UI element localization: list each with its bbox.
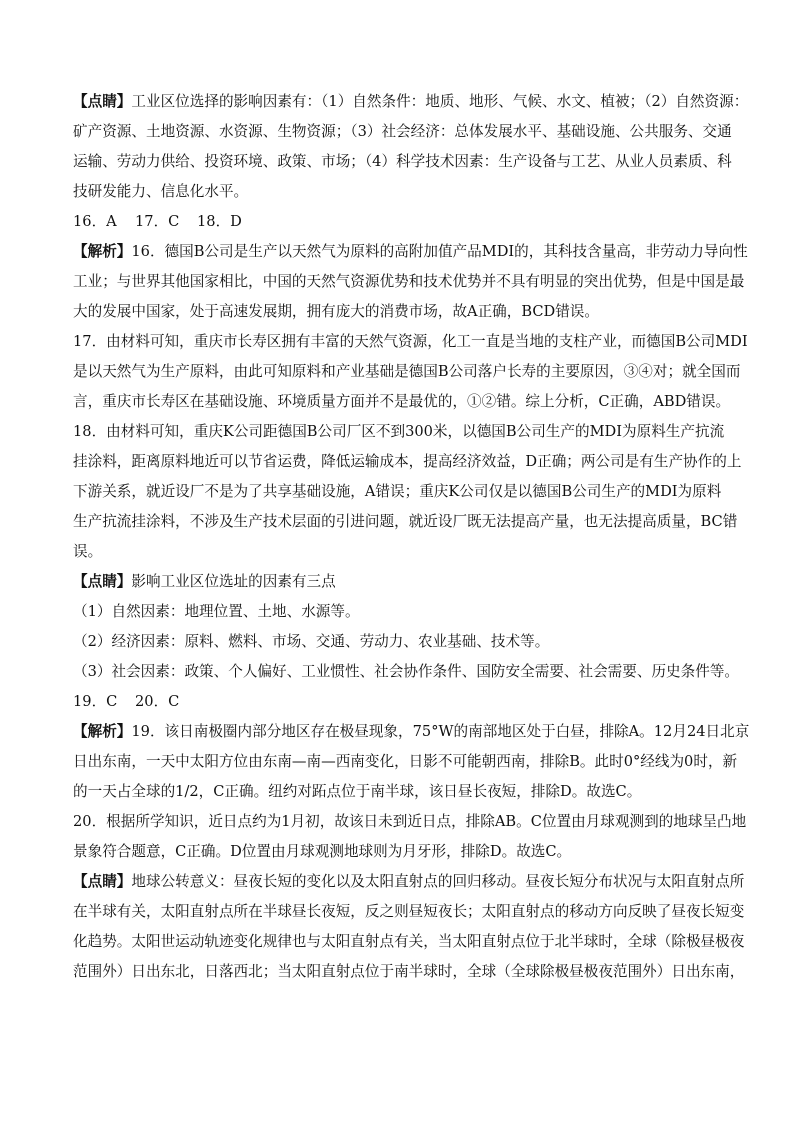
text-line	[73, 477, 733, 507]
text-line	[73, 807, 747, 837]
text-line	[73, 237, 748, 267]
line-text: 20．根据所学知识，近日点约为1月初，故该日未到近日点，排除AB。C位置由月球观测到的地球呈凸地	[73, 813, 747, 830]
section-tag: 【点睛】	[73, 93, 132, 110]
line-text: 景象符合题意，C正确。D位置由月球观测地球则为月牙形，排除D。故选C。	[73, 843, 572, 860]
line-text: 技研发能力、信息化水平。	[73, 183, 249, 200]
text-line	[73, 867, 745, 897]
text-line	[73, 897, 745, 927]
line-text: 是以天然气为生产原料，由此可知原料和产业基础是德国B公司落户长寿的主要原因，③④对；就全国而	[73, 363, 741, 380]
line-text: 18．由材料可知，重庆K公司距德国B公司厂区不到300米，以德国B公司生产的MDI为原料生产抗流	[73, 423, 725, 440]
line-text: （1）自然因素：地理位置、土地、水源等。	[73, 603, 360, 620]
answer-line	[73, 207, 733, 237]
line-text: 矿产资源、土地资源、水资源、生物资源；（3）社会经济：总体发展水平、基础设施、公共服务、交通	[73, 123, 732, 140]
line-text: 日出东南，一天中太阳方位由东南—南—西南变化，日影不可能朝西南，排除B。此时0°经线为0时，新	[73, 753, 738, 770]
text-line	[73, 177, 733, 207]
text-line	[73, 87, 749, 117]
line-text: 言，重庆市长寿区在基础设施、环境质量方面并不是最优的，①②错。综上分析，C正确，ABD错误。	[73, 393, 731, 410]
line-text: 16．德国B公司是生产以天然气为原料的高附加值产品MDI的，其科技含量高，非劳动力导向性	[131, 243, 748, 260]
text-line	[73, 297, 733, 327]
answer-item: 20．C	[135, 693, 180, 710]
text-line	[73, 507, 738, 537]
line-text: 工业；与世界其他国家相比，中国的天然气资源优势和技术优势并不具有明显的突出优势，但是中国是最	[73, 273, 745, 290]
text-line	[73, 717, 750, 747]
text-line	[73, 597, 733, 627]
answer-line	[73, 687, 733, 717]
text-line	[73, 357, 741, 387]
line-text: 的一天占全球的1/2，C正确。纽约对跖点位于南半球，该日昼长夜短，排除D。故选C。	[73, 783, 642, 800]
text-line	[73, 627, 733, 657]
section-tag: 【点睛】	[73, 873, 132, 890]
text-line	[73, 957, 745, 987]
section-tag: 【解析】	[73, 243, 132, 260]
line-text: 影响工业区位选址的因素有三点	[131, 573, 336, 590]
answer-item: 18．D	[197, 213, 242, 230]
text-line	[73, 537, 733, 567]
text-line	[73, 747, 738, 777]
line-text: （2）经济因素：原料、燃料、市场、交通、劳动力、农业基础、技术等。	[73, 633, 550, 650]
text-line	[73, 387, 733, 417]
line-text: （3）社会因素：政策、个人偏好、工业惯性、社会协作条件、国防安全需要、社会需要、历史条件等。	[73, 663, 740, 680]
text-line	[73, 417, 733, 447]
answer-item: 16．A	[73, 213, 117, 230]
text-line	[73, 777, 733, 807]
answer-item: 17．C	[135, 213, 180, 230]
line-text: 地球公转意义：昼夜长短的变化以及太阳直射点的回归移动。昼夜长短分布状况与太阳直射点所	[131, 873, 745, 890]
line-text: 生产抗流挂涂料，不涉及生产技术层面的引进问题，就近设厂既无法提高产量，也无法提高质量，BC错	[73, 513, 738, 530]
answer-item: 19．C	[73, 693, 118, 710]
line-text: 19．该日南极圈内部分地区存在极昼现象，75°W的南部地区处于白昼，排除A。12月24日北京	[131, 723, 750, 740]
section-tag: 【点睛】	[73, 573, 132, 590]
text-line	[73, 117, 733, 147]
line-text: 17．由材料可知，重庆市长寿区拥有丰富的天然气资源，化工一直是当地的支柱产业，而德国B公司MDI	[73, 333, 748, 350]
line-text: 误。	[73, 543, 103, 560]
line-text: 化趋势。太阳世运动轨迹变化规律也与太阳直射点有关，当太阳直射点位于北半球时，全球（除极昼极夜	[73, 933, 745, 950]
line-text: 挂涂料，距离原料地近可以节省运费，降低运输成本，提高经济效益，D正确；两公司是有生产协作的上	[73, 453, 742, 470]
text-line	[73, 567, 733, 597]
line-text: 范围外）日出东北，日落西北；当太阳直射点位于南半球时，全球（全球除极昼极夜范围外）日出东南，	[73, 963, 745, 980]
text-line	[73, 447, 742, 477]
line-text: 运输、劳动力供给、投资环境、政策、市场；（4）科学技术因素：生产设备与工艺、从业人员素质、科	[73, 153, 732, 170]
text-line	[73, 327, 748, 357]
text-line	[73, 927, 745, 957]
text-line	[73, 267, 745, 297]
line-text: 在半球有关，太阳直射点所在半球昼长夜短，反之则昼短夜长；太阳直射点的移动方向反映了昼夜长短变	[73, 903, 745, 920]
text-line	[73, 657, 740, 687]
text-line	[73, 147, 733, 177]
page-content	[73, 87, 750, 987]
section-tag: 【解析】	[73, 723, 132, 740]
line-text: 下游关系，就近设厂不是为了共享基础设施，A错误；重庆K公司仅是以德国B公司生产的MDI为原料	[73, 483, 722, 500]
line-text: 大的发展中国家，处于高速发展期，拥有庞大的消费市场，故A正确，BCD错误。	[73, 303, 599, 320]
line-text: 工业区位选择的影响因素有：（1）自然条件：地质、地形、气候、水文、植被；（2）自然资源：	[131, 93, 749, 110]
text-line	[73, 837, 733, 867]
